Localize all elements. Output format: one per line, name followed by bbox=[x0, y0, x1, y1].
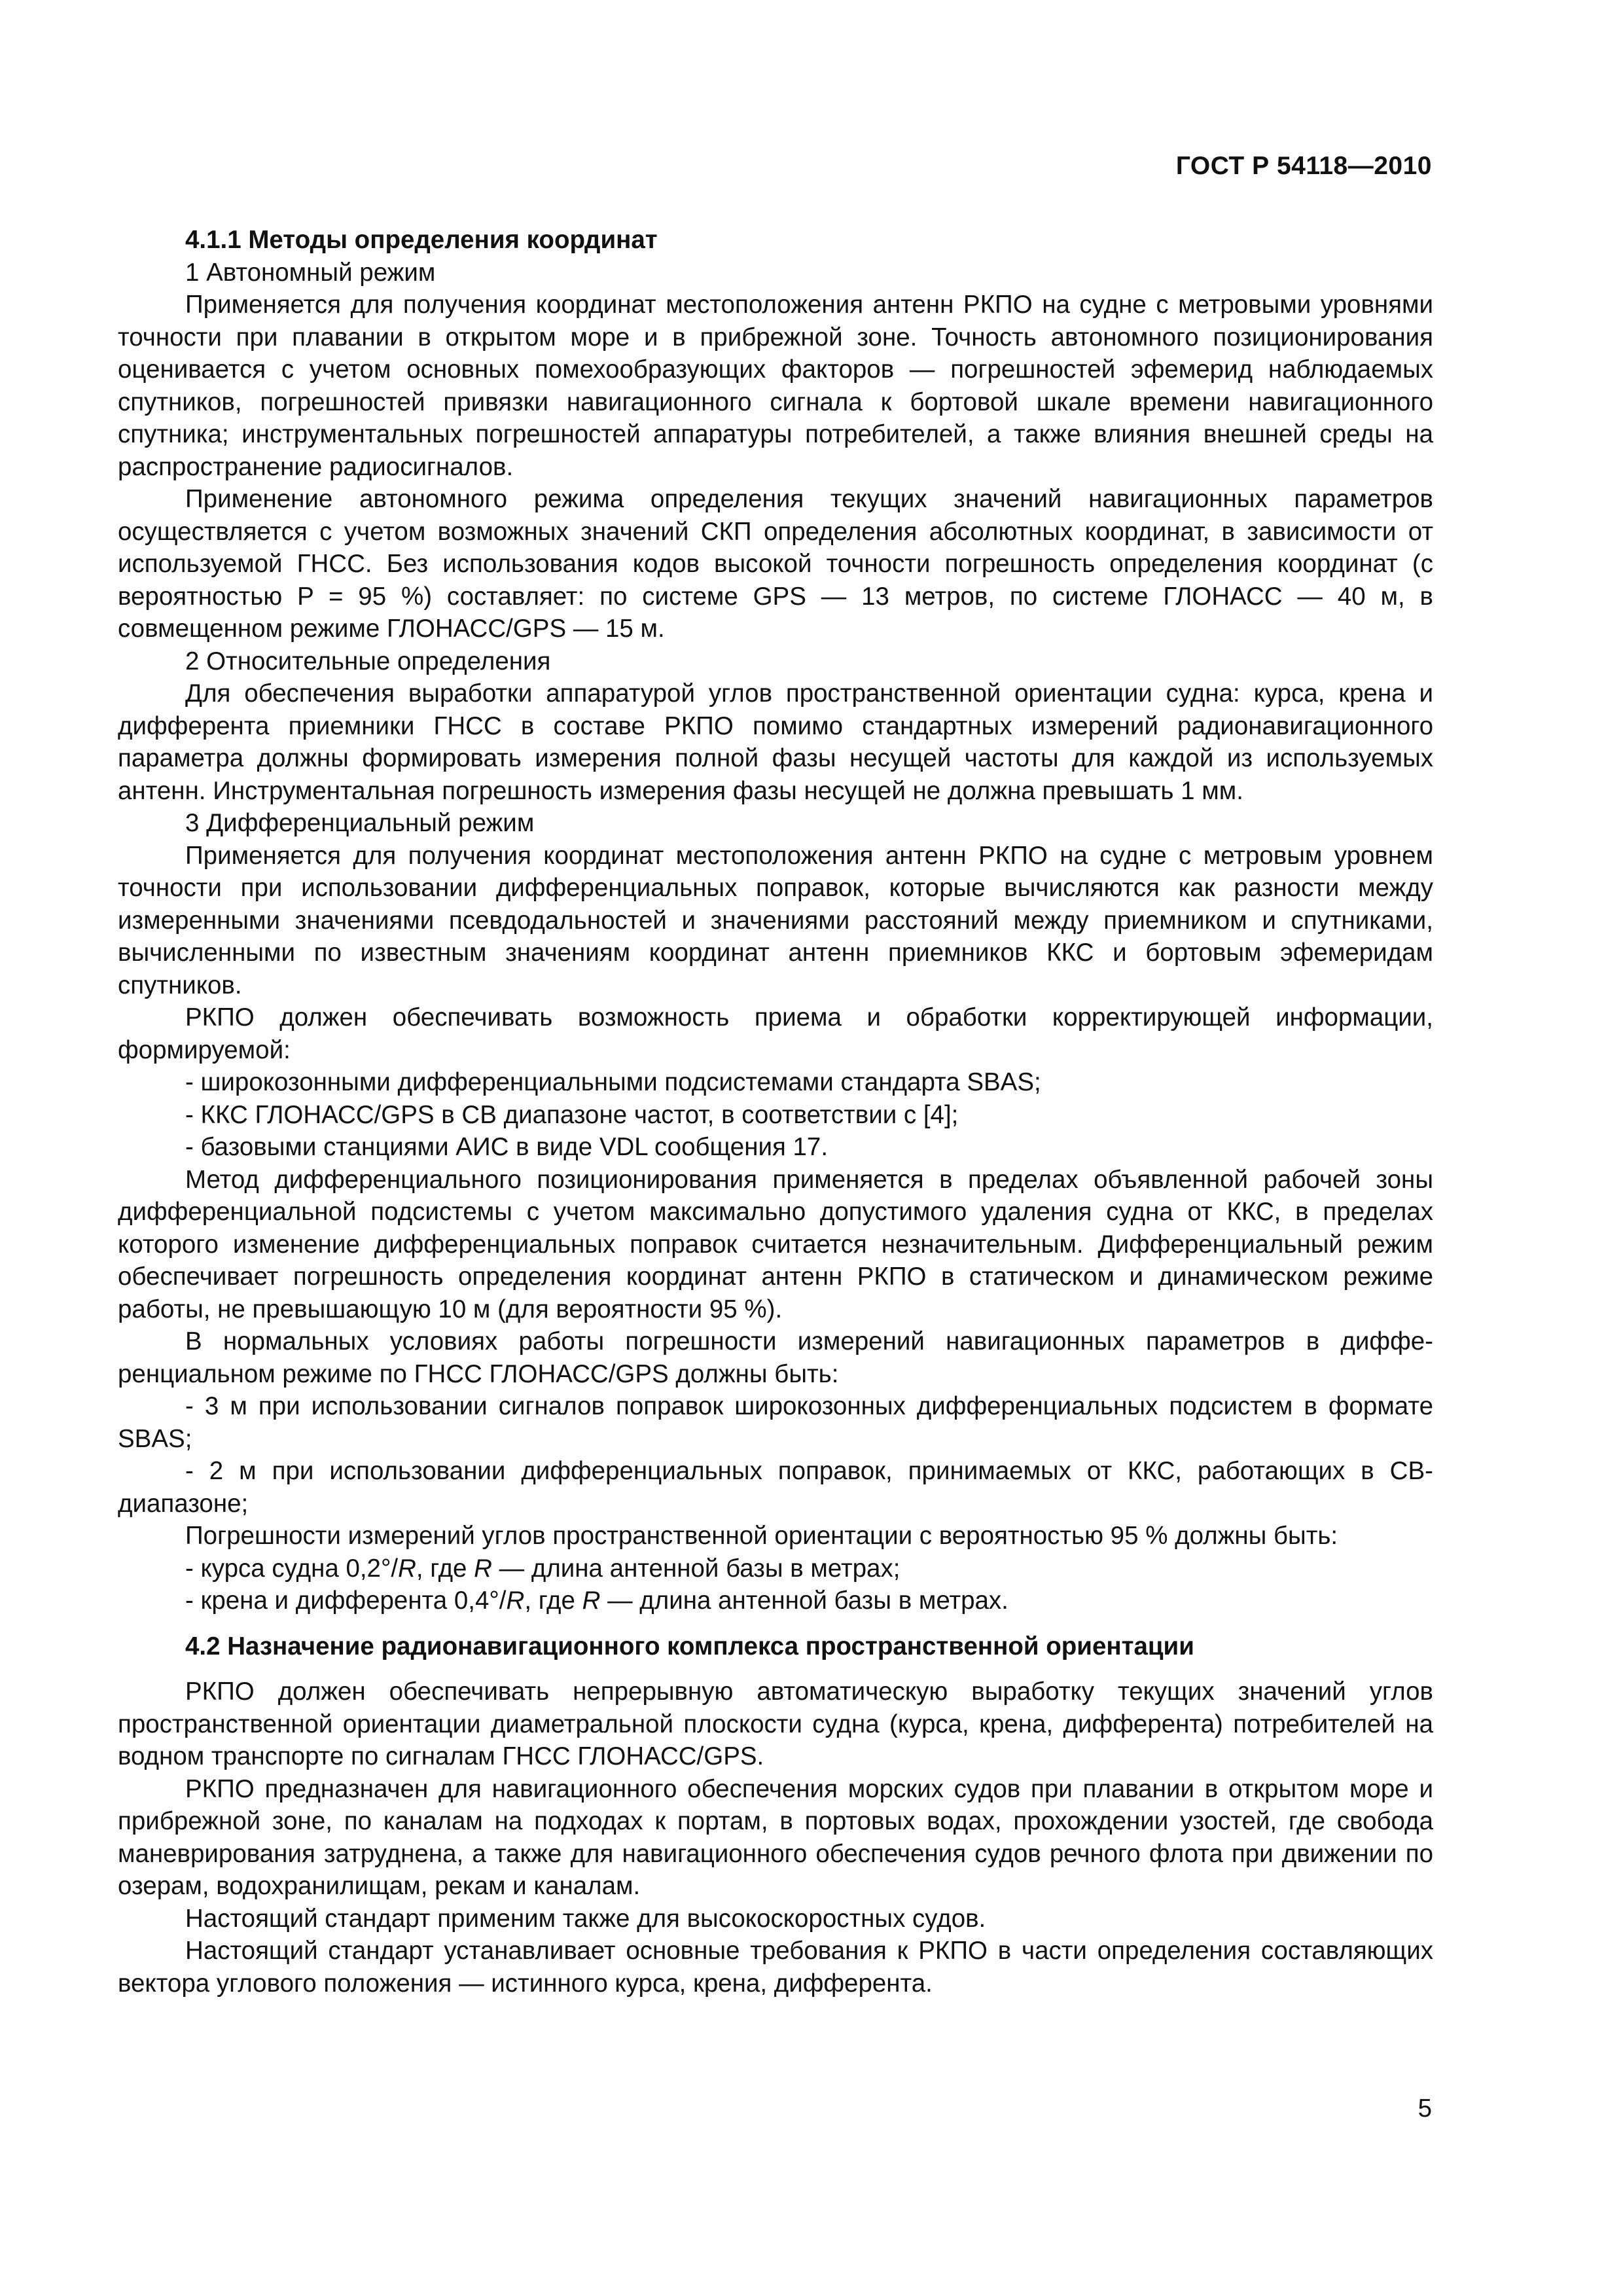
list-item: - 3 м при использовании сигналов поправок широкозонных дифференциальных подсистем в формате SBAS; bbox=[118, 1392, 1433, 1453]
list-item: - 2 м при использовании дифференциальных поправок, принимаемых от ККС, работающих в СВ-диапазоне; bbox=[118, 1457, 1433, 1518]
subsection-label: 2 Относительные определения bbox=[185, 647, 551, 675]
subsection-label: 1 Автономный режим bbox=[185, 258, 436, 287]
list-item: - курса судна 0,2°/R, где R — длина антенной базы в метрах; bbox=[185, 1554, 901, 1583]
page-number: 5 bbox=[1418, 2094, 1432, 2123]
list-item: - широкозонными дифференциальными подсистемами стандарта SBAS; bbox=[185, 1068, 1041, 1096]
paragraph: Применяется для получения координат местоположения антенн РКПО на судне с метровым уровнем точности при использовании дифференциальных поправок, которые вычисляются как разности между измеренными значениями псевдодальностей и значениями расстояний между приемником и спутниками, вычисленными по известным значениям координат антенн приемников ККС и бортовым эфемеридам спутников. bbox=[118, 841, 1433, 999]
paragraph: Применяется для получения координат местоположения антенн РКПО на судне с метровыми уровнями точности при плавании в открытом море и в прибрежной зоне. Точность автономного позиционирования оценивается с учетом основных помехообразующих факторов — погрешностей эфемерид наблюдаемых спутников, погрешностей привязки навигационного сигнала к бортовой шкале времени навигационного спутника; инструментальных погрешностей аппаратуры потребителей, а также влияния внешней среды на распространение радиосигналов. bbox=[118, 291, 1433, 481]
paragraph: Применение автономного режима определения текущих значений навигационных параметров осуществляется с учетом возможных значений СКП определения абсолютных координат, в зависимости от используемой ГНСС. Без использования кодов высокой точности погрешность определения координат (с вероятностью P = 95 %) составляет: по системе GPS — 13 метров, по системе ГЛОНАСС — 40 м, в совмещенном режиме ГЛОНАСС/GPS — 15 м. bbox=[118, 485, 1433, 643]
list-item: - ККС ГЛОНАСС/GPS в СВ диапазоне частот, в соответствии с [4]; bbox=[185, 1100, 959, 1129]
document-number: ГОСТ Р 54118—2010 bbox=[1175, 152, 1432, 180]
paragraph: Погрешности измерений углов пространственной ориентации с вероятностью 95 % должны быть: bbox=[185, 1522, 1338, 1550]
subsection-label: 3 Дифференциальный режим bbox=[185, 809, 535, 837]
paragraph: РКПО должен обеспечивать непрерывную автоматическую выработку текущих значений углов пространственной ориентации диаметральной плоскости судна (курса, крена, дифферента) потребителей на водном транспорте по сигналам ГНСС ГЛОНАСС/GPS. bbox=[118, 1677, 1433, 1770]
document-body bbox=[118, 224, 1433, 2000]
paragraph: Метод дифференциального позиционирования применяется в пределах объявленной рабочей зоны дифференциальной подсистемы с учетом максимально допустимого удаления судна от ККС, в пределах которого изменение дифференциальных поправок считается незначительным. Дифференциальный режим обеспечивает погрешность определения координат антенн РКПО в статическом и динамическом режиме работы, не превышающую 10 м (для вероятности 95 %). bbox=[118, 1165, 1433, 1323]
paragraph: В нормальных условиях работы погрешности измерений навигационных параметров в дифференциальном режиме по ГНСС ГЛОНАСС/GPS должны быть: bbox=[118, 1327, 1433, 1388]
paragraph: Настоящий стандарт устанавливает основные требования к РКПО в части определения составляющих вектора углового положения — истинного курса, крена, дифферента. bbox=[118, 1937, 1433, 1998]
paragraph: Для обеспечения выработки аппаратурой углов пространственной ориентации судна: курса, крена и дифферента приемники ГНСС в составе РКПО помимо стандартных измерений радионавигационного параметра должны формировать измерения полной фазы несущей частоты для каждой из используемых антенн. Инструментальная погрешность измерения фазы несущей не должна превышать 1 мм. bbox=[118, 679, 1433, 805]
section-heading-4-2: 4.2 Назначение радионавигационного комплекса пространственной ориентации bbox=[185, 1632, 1194, 1660]
section-heading-4-1-1: 4.1.1 Методы определения координат bbox=[185, 226, 658, 254]
paragraph: Настоящий стандарт применим также для высокоскоростных судов. bbox=[185, 1904, 986, 1933]
list-item: - крена и дифферента 0,4°/R, где R — длина антенной базы в метрах. bbox=[185, 1587, 1008, 1615]
paragraph: РКПО предназначен для навигационного обеспечения морских судов при плавании в открытом море и прибрежной зоне, по каналам на подходах к портам, в портовых водах, прохождении узостей, где свобода маневрирования затруднена, а также для навигационного обеспечения судов речного флота при движении по озерам, водохранилищам, рекам и каналам. bbox=[118, 1774, 1433, 1900]
paragraph: РКПО должен обеспечивать возможность приема и обработки корректирующей информации, формируемой: bbox=[118, 1003, 1433, 1064]
list-item: - базовыми станциями АИС в виде VDL сообщения 17. bbox=[185, 1133, 829, 1161]
